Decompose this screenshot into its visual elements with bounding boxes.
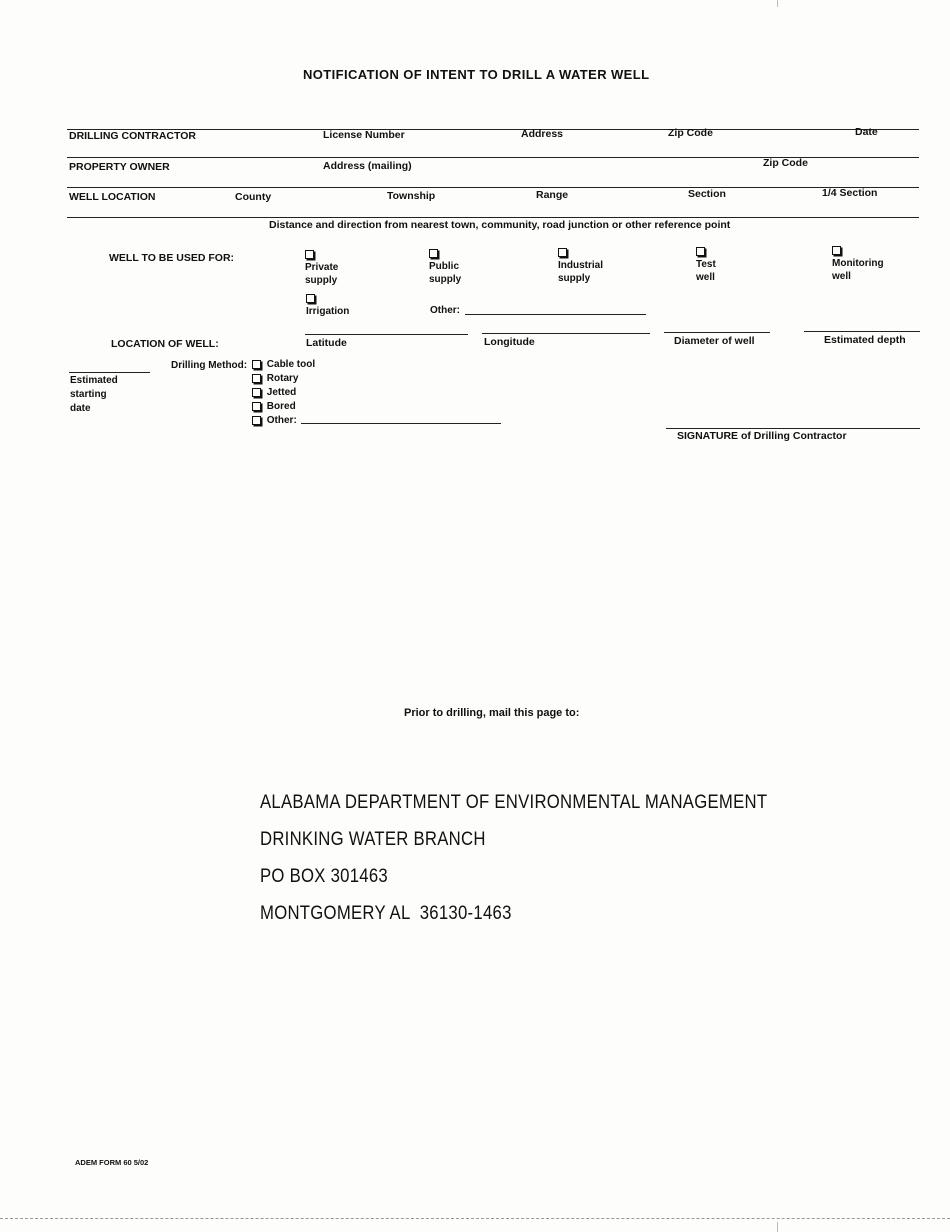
distance-line[interactable] — [67, 217, 919, 218]
address-label: Address — [521, 128, 564, 140]
diameter-field[interactable] — [664, 332, 770, 333]
mail-instruction: Prior to drilling, mail this page to: — [404, 707, 580, 719]
starting-date-field[interactable] — [69, 372, 150, 373]
township-label: Township — [387, 190, 436, 202]
address-mailing-label: Address (mailing) — [323, 160, 412, 172]
use-other-label: Other: — [430, 305, 460, 316]
checkbox-method-other[interactable] — [252, 416, 261, 425]
well-location-line[interactable] — [67, 187, 919, 188]
range-label: Range — [536, 189, 569, 201]
latitude-field[interactable] — [305, 334, 468, 335]
checkbox-public[interactable] — [429, 249, 438, 258]
method-other-field[interactable] — [301, 423, 501, 424]
method-other[interactable]: Other: — [252, 414, 315, 428]
diameter-label: Diameter of well — [674, 335, 755, 347]
checkbox-bored[interactable] — [252, 402, 261, 411]
drilling-contractor-label: DRILLING CONTRACTOR — [69, 130, 196, 142]
signature-field[interactable] — [666, 428, 920, 429]
method-cable-tool[interactable]: Cable tool — [252, 358, 315, 372]
use-option-private[interactable]: Private supply — [305, 248, 338, 287]
form-id: ADEM FORM 60 5/02 — [75, 1158, 149, 1167]
owner-zip-code-label: Zip Code — [763, 157, 808, 169]
top-scan-mark — [777, 0, 778, 7]
checkbox-rotary[interactable] — [252, 374, 261, 383]
location-of-well-label: LOCATION OF WELL: — [111, 338, 219, 350]
form-title: NOTIFICATION OF INTENT TO DRILL A WATER WELL — [303, 67, 650, 82]
method-jetted[interactable]: Jetted — [252, 386, 315, 400]
longitude-label: Longitude — [484, 336, 535, 348]
use-other-field[interactable] — [465, 314, 646, 315]
checkbox-irrigation[interactable] — [306, 294, 315, 303]
address-line-city: MONTGOMERY AL 36130-1463 — [260, 903, 512, 924]
section-label: Section — [688, 188, 726, 200]
drilling-method-label: Drilling Method: — [171, 360, 248, 371]
use-option-test[interactable]: Test well — [696, 245, 716, 284]
drilling-method-options — [252, 358, 315, 428]
checkbox-cable-tool[interactable] — [252, 360, 261, 369]
signature-label: SIGNATURE of Drilling Contractor — [677, 430, 847, 442]
bottom-scan-mark — [777, 1222, 778, 1232]
property-owner-label: PROPERTY OWNER — [69, 161, 170, 173]
quarter-section-label: 1/4 Section — [822, 187, 878, 199]
address-line-branch: DRINKING WATER BRANCH — [260, 829, 486, 850]
checkbox-private[interactable] — [305, 250, 314, 259]
county-label: County — [235, 191, 272, 203]
zip-code-label: Zip Code — [668, 127, 713, 139]
address-line-department: ALABAMA DEPARTMENT OF ENVIRONMENTAL MANAGEMENT — [260, 792, 768, 813]
distance-label: Distance and direction from nearest town, community, road junction or other reference point — [269, 219, 731, 231]
address-line-po-box: PO BOX 301463 — [260, 866, 388, 887]
latitude-label: Latitude — [306, 337, 347, 349]
date-label: Date — [855, 126, 878, 138]
well-location-label: WELL LOCATION — [69, 191, 156, 203]
longitude-field[interactable] — [482, 333, 650, 334]
method-rotary[interactable]: Rotary — [252, 372, 315, 386]
license-number-label: License Number — [323, 129, 405, 141]
bottom-scan-edge — [0, 1218, 950, 1219]
depth-field[interactable] — [804, 331, 920, 332]
use-option-public[interactable]: Public supply — [429, 247, 461, 286]
use-option-industrial[interactable]: Industrial supply — [558, 246, 603, 285]
method-bored[interactable]: Bored — [252, 400, 315, 414]
depth-label: Estimated depth — [824, 334, 906, 346]
well-use-label: WELL TO BE USED FOR: — [109, 252, 235, 264]
checkbox-test[interactable] — [696, 247, 705, 256]
checkbox-monitoring[interactable] — [832, 246, 841, 255]
starting-date-label: Estimated starting date — [70, 375, 118, 414]
use-option-irrigation[interactable]: Irrigation — [306, 292, 349, 318]
checkbox-industrial[interactable] — [558, 248, 567, 257]
use-option-monitoring[interactable]: Monitoring well — [832, 244, 884, 283]
checkbox-jetted[interactable] — [252, 388, 261, 397]
